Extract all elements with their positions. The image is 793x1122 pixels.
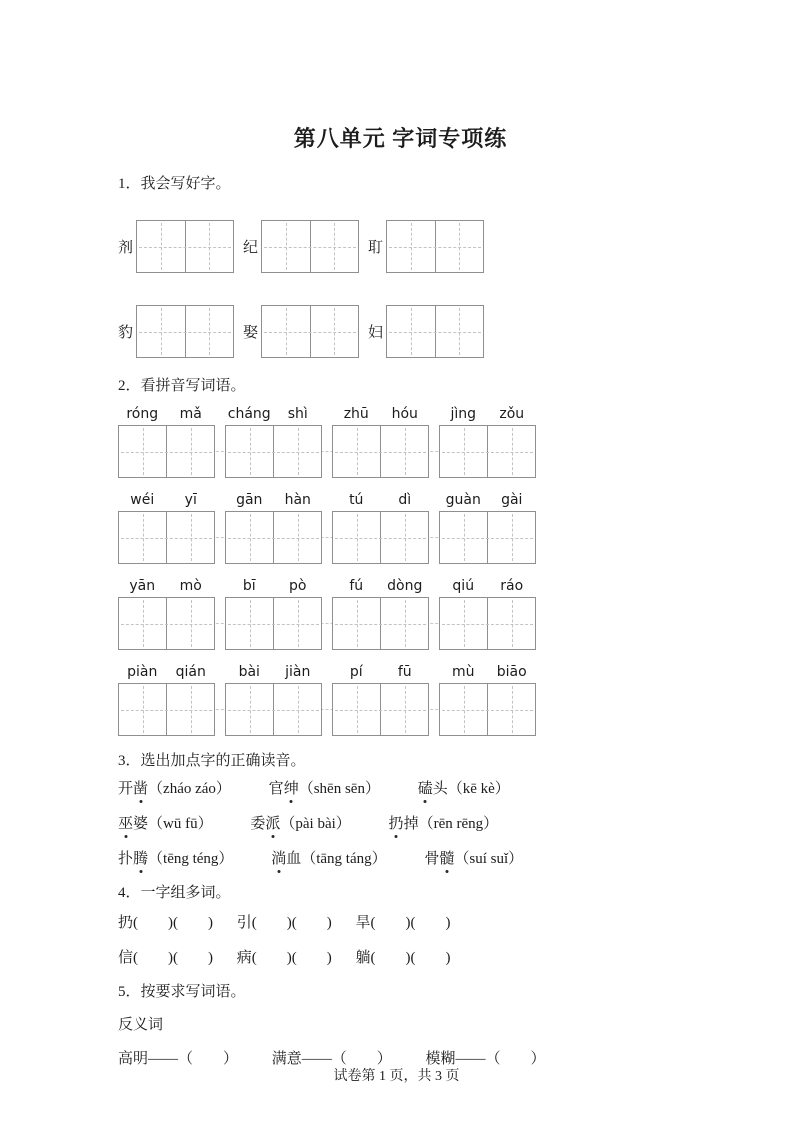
grid-cell bbox=[262, 221, 310, 272]
grid-cell bbox=[487, 426, 535, 477]
grid-cell bbox=[226, 598, 273, 649]
grid-cell bbox=[440, 426, 487, 477]
grid-cell bbox=[333, 598, 380, 649]
question-3-heading: 3．选出加点字的正确读音。 bbox=[118, 753, 306, 769]
writing-grid bbox=[261, 305, 359, 358]
pinyin-labels bbox=[332, 492, 429, 508]
pinyin-syllable: yī bbox=[184, 492, 197, 508]
question-2-heading: 2．看拼音写词语。 bbox=[118, 378, 246, 394]
reading-item bbox=[418, 778, 510, 800]
dotted-character: 扔 bbox=[389, 813, 404, 835]
writing-grid bbox=[386, 305, 484, 358]
pinyin-syllable: tú bbox=[349, 492, 364, 508]
character-label: 妇 bbox=[368, 325, 384, 341]
reading-item bbox=[118, 778, 231, 800]
pinyin-group bbox=[225, 578, 322, 650]
pinyin-group bbox=[439, 492, 536, 564]
character-label: 剂 bbox=[118, 240, 134, 256]
pronunciation-options: （kē kè） bbox=[447, 781, 510, 797]
pinyin-syllable: dì bbox=[398, 492, 412, 508]
dotted-character: 绅 bbox=[284, 778, 299, 800]
pinyin-labels bbox=[439, 664, 536, 680]
pinyin-syllable: pí bbox=[349, 664, 363, 680]
dotted-character: 凿 bbox=[133, 778, 148, 800]
answer-blanks: ( )( ) bbox=[251, 915, 332, 931]
writing-grid bbox=[225, 683, 322, 736]
dotted-character: 磕 bbox=[418, 778, 433, 800]
dotted-character: 巫 bbox=[118, 813, 133, 835]
pinyin-group bbox=[439, 406, 536, 478]
pinyin-syllable: hàn bbox=[284, 492, 311, 508]
grid-cell bbox=[273, 426, 321, 477]
reading-item bbox=[271, 848, 386, 870]
answer-blanks: ( )( ) bbox=[370, 950, 451, 966]
reading-line-2 bbox=[118, 813, 683, 835]
reading-item bbox=[424, 848, 523, 870]
reading-line-3 bbox=[118, 848, 683, 870]
pinyin-syllable: bài bbox=[238, 664, 260, 680]
pinyin-labels bbox=[225, 664, 322, 680]
pinyin-group bbox=[225, 492, 322, 564]
page-title: 第八单元 字词专项练 bbox=[293, 126, 508, 151]
grid-cell bbox=[435, 221, 484, 272]
pinyin-row-1 bbox=[118, 406, 536, 478]
pinyin-syllable: yān bbox=[129, 578, 156, 594]
grid-cell bbox=[137, 306, 185, 357]
grid-cell bbox=[137, 221, 185, 272]
word-text: 扑 bbox=[118, 851, 134, 867]
grid-cell bbox=[380, 598, 428, 649]
grid-cell bbox=[440, 512, 487, 563]
grid-cell bbox=[380, 684, 428, 735]
grid-cell bbox=[119, 426, 166, 477]
writing-group bbox=[368, 220, 484, 273]
question-1-heading: 1．我会写好字。 bbox=[118, 176, 231, 192]
writing-grid bbox=[136, 305, 234, 358]
grid-cell bbox=[226, 684, 273, 735]
writing-grid bbox=[225, 597, 322, 650]
character-label: 纪 bbox=[243, 240, 259, 256]
antonym-item: 高明——（ ） bbox=[118, 1051, 239, 1067]
writing-grid bbox=[332, 425, 429, 478]
pinyin-syllable: ráo bbox=[500, 578, 524, 594]
antonym-subheading: 反义词 bbox=[118, 1017, 164, 1033]
pinyin-syllable: gān bbox=[236, 492, 263, 508]
pinyin-row-3 bbox=[118, 578, 536, 650]
pinyin-syllable: shì bbox=[287, 406, 308, 422]
writing-grid bbox=[332, 511, 429, 564]
grid-cell bbox=[226, 512, 273, 563]
grid-cell bbox=[185, 306, 234, 357]
pinyin-syllable: jiàn bbox=[285, 664, 311, 680]
pinyin-labels bbox=[118, 492, 215, 508]
character-label: 娶 bbox=[243, 325, 259, 341]
pinyin-syllable: cháng bbox=[227, 406, 271, 422]
writing-group bbox=[118, 305, 234, 358]
base-character: 扔 bbox=[118, 915, 134, 931]
grid-cell bbox=[487, 684, 535, 735]
word-building-item bbox=[356, 947, 451, 969]
writing-grid bbox=[386, 220, 484, 273]
pinyin-row-4 bbox=[118, 664, 536, 736]
word-building-item bbox=[237, 947, 332, 969]
dotted-character: 髓 bbox=[439, 848, 454, 870]
writing-group bbox=[118, 220, 234, 273]
grid-cell bbox=[226, 426, 273, 477]
base-character: 旱 bbox=[355, 915, 371, 931]
grid-cell bbox=[387, 221, 435, 272]
pinyin-group bbox=[118, 578, 215, 650]
pinyin-group bbox=[118, 406, 215, 478]
word-building-line-1 bbox=[118, 912, 683, 934]
pinyin-syllable: róng bbox=[126, 406, 159, 422]
writing-row-2 bbox=[118, 305, 683, 358]
word-text: 开 bbox=[118, 781, 134, 797]
pinyin-group bbox=[118, 664, 215, 736]
pinyin-labels bbox=[225, 406, 322, 422]
grid-cell bbox=[380, 426, 428, 477]
writing-grid bbox=[439, 683, 536, 736]
writing-grid bbox=[136, 220, 234, 273]
word-building-item bbox=[118, 912, 213, 934]
writing-group bbox=[368, 305, 484, 358]
pronunciation-options: （rēn rēng） bbox=[418, 816, 499, 832]
grid-cell bbox=[435, 306, 484, 357]
word-text: 血 bbox=[286, 851, 302, 867]
writing-grid bbox=[261, 220, 359, 273]
grid-cell bbox=[487, 598, 535, 649]
pinyin-syllable: gài bbox=[501, 492, 523, 508]
grid-cell bbox=[440, 598, 487, 649]
grid-cell bbox=[119, 684, 166, 735]
pinyin-row-2 bbox=[118, 492, 536, 564]
pinyin-syllable: pò bbox=[289, 578, 307, 594]
pinyin-labels bbox=[225, 578, 322, 594]
answer-blanks: ( )( ) bbox=[370, 915, 451, 931]
pinyin-block bbox=[118, 406, 683, 736]
pronunciation-options: （wū fū） bbox=[148, 816, 213, 832]
pronunciation-options: （tēng téng） bbox=[148, 851, 234, 867]
writing-row-1 bbox=[118, 220, 683, 273]
pinyin-group bbox=[118, 492, 215, 564]
pinyin-syllable: mǎ bbox=[179, 406, 202, 422]
pinyin-syllable: qián bbox=[175, 664, 206, 680]
pronunciation-options: （suí suǐ） bbox=[454, 851, 524, 867]
pinyin-group bbox=[332, 578, 429, 650]
pronunciation-options: （shēn sēn） bbox=[298, 781, 380, 797]
grid-cell bbox=[166, 684, 214, 735]
writing-grid bbox=[118, 683, 215, 736]
grid-cell bbox=[273, 684, 321, 735]
word-building-item bbox=[118, 947, 213, 969]
grid-cell bbox=[333, 512, 380, 563]
pinyin-syllable: zhū bbox=[343, 406, 369, 422]
pronunciation-options: （zháo záo） bbox=[148, 781, 231, 797]
reading-item bbox=[250, 813, 350, 835]
writing-grid bbox=[332, 597, 429, 650]
grid-cell bbox=[166, 426, 214, 477]
pinyin-syllable: dòng bbox=[387, 578, 423, 594]
pinyin-labels bbox=[225, 492, 322, 508]
pinyin-syllable: hóu bbox=[391, 406, 418, 422]
reading-line-1 bbox=[118, 778, 683, 800]
pinyin-group bbox=[332, 406, 429, 478]
pinyin-syllable: guàn bbox=[445, 492, 481, 508]
answer-blanks: ( )( ) bbox=[133, 915, 213, 931]
pinyin-syllable: piàn bbox=[127, 664, 158, 680]
pinyin-group bbox=[225, 406, 322, 478]
pinyin-group bbox=[332, 664, 429, 736]
reading-item bbox=[389, 813, 499, 835]
pinyin-syllable: mù bbox=[451, 664, 475, 680]
grid-cell bbox=[166, 598, 214, 649]
grid-cell bbox=[387, 306, 435, 357]
writing-grid bbox=[439, 597, 536, 650]
writing-grid bbox=[118, 597, 215, 650]
word-building-line-2 bbox=[118, 947, 683, 969]
base-character: 躺 bbox=[355, 950, 371, 966]
writing-group bbox=[243, 305, 359, 358]
writing-grid bbox=[225, 511, 322, 564]
grid-cell bbox=[119, 598, 166, 649]
writing-group bbox=[243, 220, 359, 273]
pinyin-labels bbox=[439, 406, 536, 422]
grid-cell bbox=[166, 512, 214, 563]
grid-cell bbox=[185, 221, 234, 272]
base-character: 信 bbox=[118, 950, 134, 966]
base-character: 引 bbox=[236, 915, 252, 931]
reading-item bbox=[118, 848, 233, 870]
writing-grid bbox=[118, 511, 215, 564]
pinyin-group bbox=[439, 578, 536, 650]
grid-cell bbox=[380, 512, 428, 563]
footer-page-number: 试卷第 1 页，共 3 页 bbox=[333, 1069, 460, 1084]
pinyin-labels bbox=[332, 578, 429, 594]
character-label: 耵 bbox=[368, 240, 384, 256]
reading-item bbox=[118, 813, 213, 835]
answer-blanks: ( )( ) bbox=[133, 950, 213, 966]
word-text: 婆 bbox=[133, 816, 149, 832]
pinyin-labels bbox=[118, 406, 215, 422]
word-building-item bbox=[237, 912, 332, 934]
word-text: 骨 bbox=[424, 851, 440, 867]
pinyin-labels bbox=[118, 664, 215, 680]
dotted-character: 淌 bbox=[271, 848, 286, 870]
pronunciation-options: （pài bài） bbox=[280, 816, 351, 832]
writing-grid bbox=[439, 511, 536, 564]
writing-grid bbox=[225, 425, 322, 478]
grid-cell bbox=[333, 426, 380, 477]
pronunciation-options: （tāng táng） bbox=[301, 851, 387, 867]
pinyin-group bbox=[439, 664, 536, 736]
word-building-item bbox=[356, 912, 451, 934]
writing-grid bbox=[118, 425, 215, 478]
pinyin-labels bbox=[118, 578, 215, 594]
grid-cell bbox=[487, 512, 535, 563]
grid-cell bbox=[273, 598, 321, 649]
base-character: 病 bbox=[236, 950, 252, 966]
character-label: 豹 bbox=[118, 325, 134, 341]
grid-cell bbox=[333, 684, 380, 735]
grid-cell bbox=[310, 221, 359, 272]
pinyin-syllable: bī bbox=[242, 578, 256, 594]
word-text: 头 bbox=[432, 781, 448, 797]
pinyin-labels bbox=[439, 578, 536, 594]
pinyin-labels bbox=[439, 492, 536, 508]
pinyin-labels bbox=[332, 406, 429, 422]
word-text: 掉 bbox=[403, 816, 419, 832]
grid-cell bbox=[273, 512, 321, 563]
antonym-item: 模糊——（ ） bbox=[425, 1051, 546, 1067]
word-text: 官 bbox=[268, 781, 284, 797]
grid-cell bbox=[440, 684, 487, 735]
writing-grid bbox=[332, 683, 429, 736]
writing-grid bbox=[439, 425, 536, 478]
pinyin-labels bbox=[332, 664, 429, 680]
pinyin-group bbox=[332, 492, 429, 564]
pinyin-syllable: biāo bbox=[496, 664, 527, 680]
word-text: 委 bbox=[250, 816, 266, 832]
reading-item bbox=[269, 778, 380, 800]
pinyin-syllable: fū bbox=[397, 664, 412, 680]
pinyin-group bbox=[225, 664, 322, 736]
pinyin-syllable: jìng bbox=[450, 406, 477, 422]
pinyin-syllable: wéi bbox=[130, 492, 155, 508]
question-5-heading: 5．按要求写词语。 bbox=[118, 984, 246, 1000]
answer-blanks: ( )( ) bbox=[251, 950, 332, 966]
pinyin-syllable: zǒu bbox=[499, 406, 525, 422]
dotted-character: 腾 bbox=[133, 848, 148, 870]
grid-cell bbox=[262, 306, 310, 357]
pinyin-syllable: mò bbox=[179, 578, 202, 594]
question-4-heading: 4．一字组多词。 bbox=[118, 885, 231, 901]
pinyin-syllable: fú bbox=[349, 578, 364, 594]
pinyin-syllable: qiú bbox=[452, 578, 475, 594]
grid-cell bbox=[310, 306, 359, 357]
antonym-item: 满意——（ ） bbox=[271, 1051, 392, 1067]
dotted-character: 派 bbox=[265, 813, 280, 835]
grid-cell bbox=[119, 512, 166, 563]
